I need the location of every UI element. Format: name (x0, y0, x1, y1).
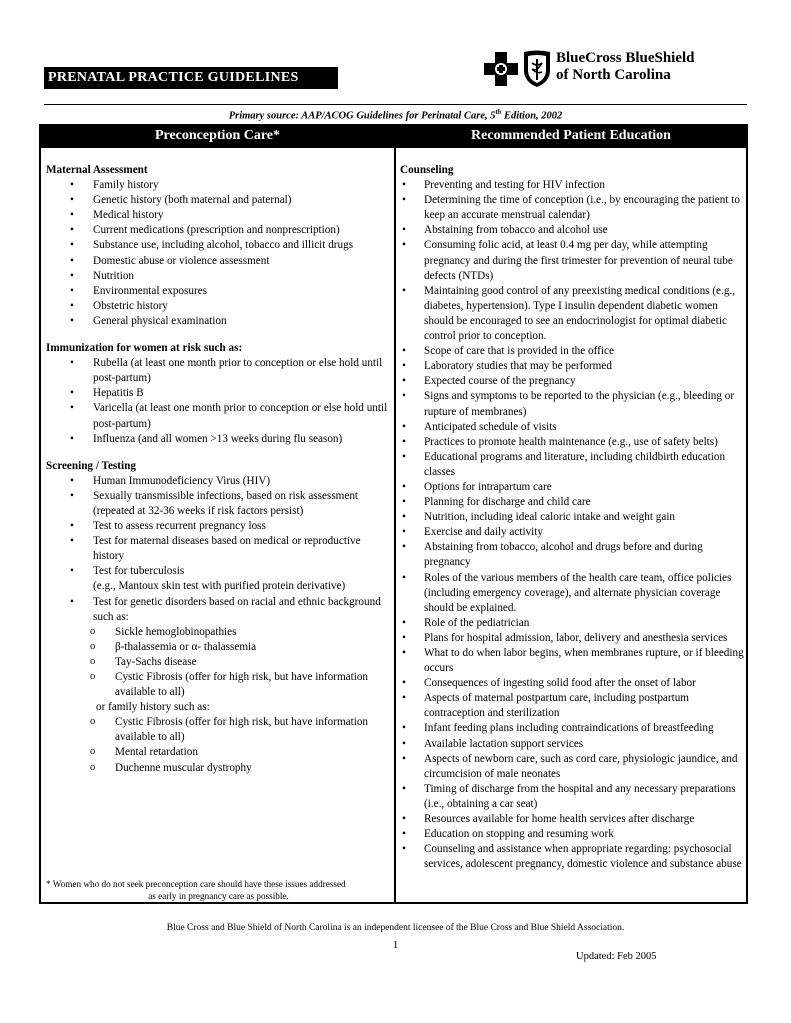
list-item: • What to do when labor begins, when membranes rupture, or if bleeding occurs (400, 646, 745, 676)
list-item: • Test for tuberculosis (e.g., Mantoux skin test with purified protein derivative) (46, 564, 392, 594)
blue-cross-icon (484, 52, 518, 86)
blue-shield-icon (522, 50, 552, 88)
logo-line-1: BlueCross BlueShield (556, 50, 695, 66)
column-divider (394, 124, 396, 904)
list-item: • Educational programs and literature, including childbirth education classes (400, 450, 745, 480)
page-number: 1 (392, 939, 399, 951)
list-item: • Maintaining good control of any preexisting medical conditions (e.g., diabetes, hypertension). Type I insulin dependent diabetic women should be encouraged to see an endocrinologist for optimal diabetic control prior to conception. (400, 284, 745, 344)
sub-list-item: o Cystic Fibrosis (offer for high risk, but have information available to all) (46, 670, 392, 700)
list-item: • Role of the pediatrician (400, 616, 745, 631)
list-item: • Counseling and assistance when appropriate regarding: psychosocial services, adolescent pregnancy, domestic violence and substance abuse (400, 842, 745, 872)
left-column-heading: Preconception Care* (41, 124, 394, 148)
family-history-label: or family history such as: (96, 701, 210, 714)
list-item: • Environmental exposures (46, 284, 392, 299)
list-item: • Genetic history (both maternal and paternal) (46, 193, 392, 208)
logo-line-2: of North Carolina (556, 67, 671, 83)
footnote-line-1: * Women who do not seek preconception care should have these issues addressed (46, 879, 346, 889)
list-item: • Determining the time of conception (i.e., by encouraging the patient to keep an accurate menstrual calendar) (400, 193, 745, 223)
list-item: • Laboratory studies that may be performed (400, 359, 745, 374)
list-item: • Consequences of ingesting solid food after the onset of labor (400, 676, 745, 691)
list-item: • Preventing and testing for HIV infection (400, 178, 745, 193)
bcbs-logo (484, 46, 724, 90)
list-item: • Hepatitis B (46, 386, 392, 401)
list-item: • Varicella (at least one month prior to conception or else hold until post-partum) (46, 401, 392, 431)
list-item: • Timing of discharge from the hospital and any necessary preparations (i.e., obtaining a car seat) (400, 782, 745, 812)
list-item: • Anticipated schedule of visits (400, 420, 745, 435)
list-item: • Practices to promote health maintenance (e.g., use of safety belts) (400, 435, 745, 450)
list-item: • Resources available for home health services after discharge (400, 812, 745, 827)
sub-list-item: o Tay-Sachs disease (46, 655, 392, 670)
maternal-assessment-list (46, 178, 392, 329)
list-item: • Nutrition, including ideal caloric intake and weight gain (400, 510, 745, 525)
list-item: • Medical history (46, 208, 392, 223)
list-item: • Expected course of the pregnancy (400, 374, 745, 389)
preconception-column (46, 163, 392, 776)
updated-date: Updated: Feb 2005 (576, 951, 657, 962)
list-item: • Test for maternal diseases based on medical or reproductive history (46, 534, 392, 564)
list-item: • Nutrition (46, 269, 392, 284)
education-column (400, 163, 745, 872)
list-item: • Current medications (prescription and nonprescription) (46, 223, 392, 238)
list-item: • Available lactation support services (400, 737, 745, 752)
list-item: • Rubella (at least one month prior to conception or else hold until post-partum) (46, 356, 392, 386)
list-item: • General physical examination (46, 314, 392, 329)
list-item: • Test for genetic disorders based on racial and ethnic background such as: (46, 595, 392, 625)
list-item: • Signs and symptoms to be reported to the physician (e.g., bleeding or rupture of membranes) (400, 389, 745, 419)
list-item: • Test to assess recurrent pregnancy loss (46, 519, 392, 534)
list-item: • Infant feeding plans including contraindications of breastfeeding (400, 721, 745, 736)
list-item: • Substance use, including alcohol, tobacco and illicit drugs (46, 238, 392, 253)
list-item: • Aspects of newborn care, such as cord care, physiologic jaundice, and circumcision of male neonates (400, 752, 745, 782)
list-item: • Human Immunodeficiency Virus (HIV) (46, 474, 392, 489)
sub-list-item: o Sickle hemoglobinopathies (46, 625, 392, 640)
sub-list-item: o Duchenne muscular dystrophy (46, 761, 392, 776)
list-item: • Planning for discharge and child care (400, 495, 745, 510)
preconception-footnote (46, 879, 391, 902)
list-item: • Plans for hospital admission, labor, delivery and anesthesia services (400, 631, 745, 646)
primary-source: Primary source: AAP/ACOG Guidelines for Perinatal Care, 5th Edition, 2002 (228, 108, 563, 122)
logo-wordmark (556, 50, 695, 84)
screening-list (46, 474, 392, 776)
immunization-list (46, 356, 392, 447)
list-item: • Roles of the various members of the health care team, office policies (including emergency coverage), and alternate physician coverage should be explained. (400, 571, 745, 616)
list-item: • Influenza (and all women >13 weeks during flu season) (46, 432, 392, 447)
list-item: • Obstetric history (46, 299, 392, 314)
document-title: PRENATAL PRACTICE GUIDELINES (44, 67, 338, 89)
list-item: • Abstaining from tobacco, alcohol and drugs before and during pregnancy (400, 540, 745, 570)
screening-title: Screening / Testing (46, 459, 136, 472)
footnote-line-2: as early in pregnancy care as possible. (148, 890, 289, 901)
list-item: • Aspects of maternal postpartum care, including postpartum contraception and sterilization (400, 691, 745, 721)
list-item: • Options for intrapartum care (400, 480, 745, 495)
list-item: • Exercise and daily activity (400, 525, 745, 540)
list-item: • Scope of care that is provided in the office (400, 344, 745, 359)
sub-list-item: o Cystic Fibrosis (offer for high risk, but have information available to all) (46, 715, 392, 745)
list-item: • Domestic abuse or violence assessment (46, 254, 392, 269)
list-item: • Abstaining from tobacco and alcohol use (400, 223, 745, 238)
maternal-assessment-title: Maternal Assessment (46, 164, 148, 176)
header-rule (44, 104, 747, 105)
list-item: • Sexually transmissible infections, based on risk assessment (repeated at 32-36 weeks if risk factors persist) (46, 489, 392, 519)
counseling-title: Counseling (400, 164, 454, 176)
list-item: • Family history (46, 178, 392, 193)
list-item: • Education on stopping and resuming work (400, 827, 745, 842)
sub-list-item: o β-thalassemia or α- thalassemia (46, 640, 392, 655)
immunization-title: Immunization for women at risk such as: (46, 342, 243, 355)
licensee-note: Blue Cross and Blue Shield of North Carolina is an independent licensee of the Blue Cross and Blue Shield Association. (166, 923, 625, 933)
counseling-list (400, 178, 745, 872)
sub-list-item: o Mental retardation (46, 745, 392, 760)
list-item: • Consuming folic acid, at least 0.4 mg per day, while attempting pregnancy and during the first trimester for prevention of neural tube defects (NTDs) (400, 238, 745, 283)
right-column-heading: Recommended Patient Education (396, 124, 746, 148)
